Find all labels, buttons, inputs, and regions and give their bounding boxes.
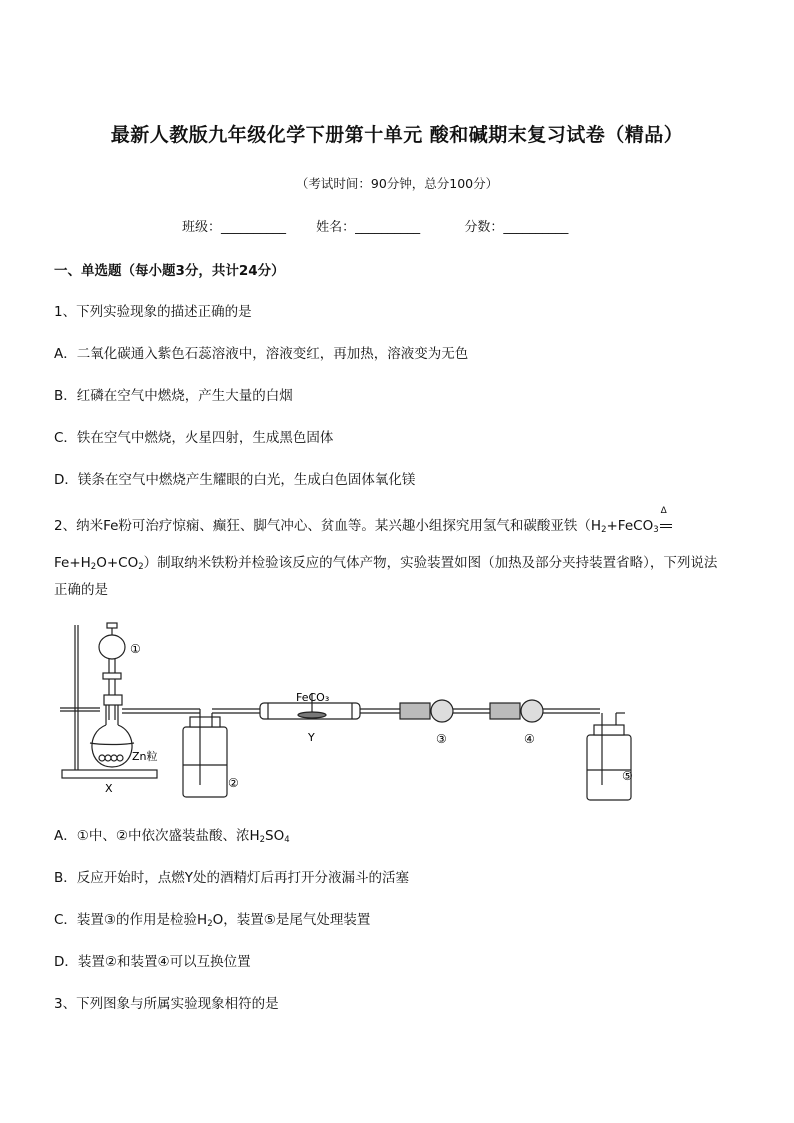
q2-option-c-text: O，装置⑤是尾气处理装置 [212,912,371,928]
question-2-stem-line3: 正确的是 [54,582,108,598]
label-5: ⑤ [622,769,633,783]
q2-sub: 2 [138,562,144,572]
q1-option-c[interactable]: C．铁在空气中燃烧，火星四射，生成黑色固体 [54,430,334,446]
q2-stem-text: ）制取纳米铁粉并检验该反应的气体产物，实验装置如图（加热及部分夹持装置省略），下列说法 [143,555,718,571]
q2-option-a-text: SO [265,828,285,844]
q2-option-a[interactable] [54,824,290,845]
label-1: ① [130,642,141,656]
label-feco3: FeCO₃ [296,691,330,704]
score-field[interactable]: 分数：__________ [464,220,569,235]
q2-sub: 2 [259,835,266,845]
experiment-apparatus-diagram [50,615,640,810]
label-y: Y [308,731,315,744]
label-zn: Zn粒 [132,750,158,763]
q2-option-a-text: A．①中、②中依次盛装盐酸、浓H [54,828,260,844]
page-title: 最新人教版九年级化学下册第十单元 酸和碱期末复习试卷（精品） [110,124,684,146]
q2-sub: 3 [653,525,659,535]
question-1-stem: 1、下列实验现象的描述正确的是 [54,304,252,320]
q2-sub: 2 [601,525,607,535]
section-heading: 一、单选题（每小题3分，共计24分） [54,263,285,279]
q2-option-d[interactable]: D．装置②和装置④可以互换位置 [54,954,251,970]
class-field[interactable]: 班级：__________ [182,220,287,235]
question-2-stem-line1 [54,506,673,535]
q2-sub: 2 [207,919,213,929]
q2-option-c[interactable] [54,908,370,929]
q2-eq: O+CO [96,555,139,571]
exam-info: （考试时间：90分钟，总分100分） [295,176,499,191]
student-info-row [182,216,568,235]
label-3: ③ [436,732,447,746]
q2-eq: Fe+H [54,555,91,571]
delta-symbol: Δ [660,506,667,516]
heating-equals-sign [659,506,673,534]
q2-sub: 2 [90,562,97,572]
q1-option-b[interactable]: B．红磷在空气中燃烧，产生大量的白烟 [54,388,293,404]
label-4: ④ [524,732,535,746]
q2-option-c-text: C．装置③的作用是检验H [54,912,208,928]
name-field[interactable]: 姓名：__________ [316,220,421,235]
q2-eq: +FeCO [606,518,654,534]
label-x: X [105,782,113,795]
label-2: ② [228,776,239,790]
q2-stem-text: 2、纳米Fe粉可治疗惊痫、癫狂、脚气冲心、贫血等。某兴趣小组探究用氢气和碳酸亚铁（H [54,518,602,534]
question-3-stem: 3、下列图象与所属实验现象相符的是 [54,996,279,1012]
q2-option-b[interactable]: B．反应开始时，点燃Y处的酒精灯后再打开分液漏斗的活塞 [54,870,410,886]
question-2-stem-line2 [54,551,717,572]
q2-sub: 4 [284,835,290,845]
q1-option-a[interactable]: A．二氧化碳通入紫色石蕊溶液中，溶液变红，再加热，溶液变为无色 [54,346,469,362]
q1-option-d[interactable]: D．镁条在空气中燃烧产生耀眼的白光，生成白色固体氧化镁 [54,472,416,488]
